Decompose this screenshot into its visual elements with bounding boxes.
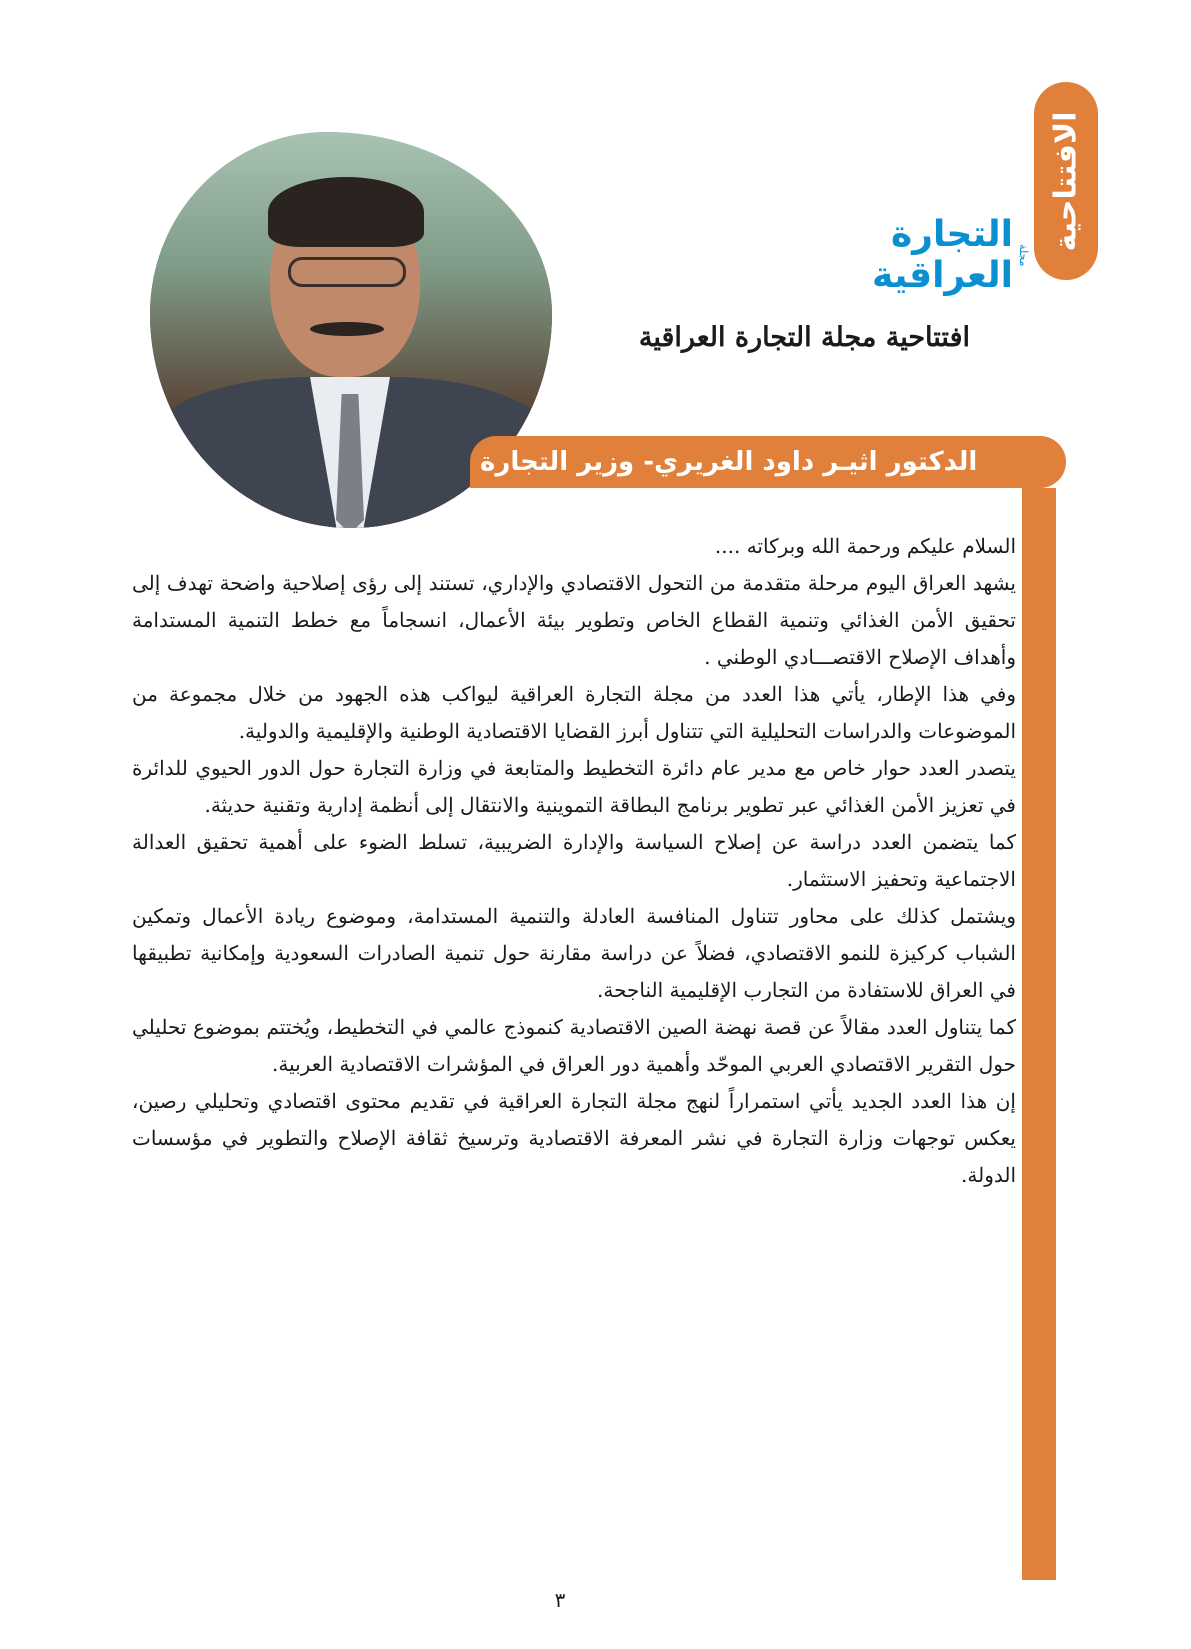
logo-main-text: التجارة العراقية — [871, 214, 1013, 296]
paragraph: كما يتضمن العدد دراسة عن إصلاح السياسة والإدارة الضريبية، تسلط الضوء على أهمية تحقيق العدالة الاجتماعية وتحفيز الاستثمار. — [132, 830, 1016, 891]
article-body — [132, 528, 1016, 1388]
magazine-logo — [790, 214, 1030, 296]
photo-mustache — [310, 322, 384, 336]
paragraph: يشهد العراق اليوم مرحلة متقدمة من التحول الاقتصادي والإداري، تستند إلى رؤى إصلاحية واضحة تهدف إلى تحقيق الأمن الغذائي وتنمية القطاع الخاص وتطوير بيئة الأعمال، انسجاماً مع خطط التنمية المستدامة وأهداف الإصلاح الاقتصـــادي الوطني . — [132, 571, 1016, 669]
paragraph: يتصدر العدد حوار خاص مع مدير عام دائرة التخطيط والمتابعة في وزارة التجارة حول الدور الحيوي للدائرة في تعزيز الأمن الغذائي عبر تطوير برنامج البطاقة التموينية والانتقال إلى أنظمة إدارية وتقنية حديثة. — [132, 756, 1016, 817]
paragraph: كما يتناول العدد مقالاً عن قصة نهضة الصين الاقتصادية كنموذج عالمي في التخطيط، ويُختتم بموضوع تحليلي حول التقرير الاقتصادي العربي الموحّد وأهمية دور العراق في المؤشرات الاقتصادية العربية. — [132, 1015, 1016, 1076]
paragraph: ويشتمل كذلك على محاور تتناول المنافسة العادلة والتنمية المستدامة، وموضوع ريادة الأعمال وتمكين الشباب كركيزة للنمو الاقتصادي، فضلاً عن دراسة مقارنة حول تنمية الصادرات السعودية وإمكانية تطبيقها في العراق للاستفادة من التجارب الإقليمية الناجحة. — [132, 904, 1016, 1002]
photo-glasses — [288, 257, 406, 287]
page-number: ٣ — [554, 1588, 566, 1612]
paragraph: السلام عليكم ورحمة الله وبركاته .... — [714, 534, 1016, 558]
author-banner-text: الدكتور اثيـر داود الغريري- وزير التجارة — [480, 447, 978, 477]
paragraph: إن هذا العدد الجديد يأتي استمراراً لنهج مجلة التجارة العراقية في تقديم محتوى اقتصادي وتحليلي رصين، يعكس توجهات وزارة التجارة في نشر المعرفة الاقتصادية وترسيخ ثقافة الإصلاح والتطوير في مؤسسات الدولة. — [132, 1089, 1016, 1187]
page-title: افتتاحية مجلة التجارة العراقية — [638, 322, 970, 353]
logo-small-text: مجلة — [1017, 243, 1030, 267]
side-accent-strip — [1022, 488, 1056, 1580]
side-tab-label: الافتتاحية — [1048, 110, 1084, 252]
paragraph: وفي هذا الإطار، يأتي هذا العدد من مجلة التجارة العراقية ليواكب هذه الجهود من خلال مجموعة من الموضوعات والدراسات التحليلية التي تتناول أبرز القضايا الاقتصادية الوطنية والإقليمية والدولية. — [132, 682, 1016, 743]
side-tab-label-wrap — [1034, 82, 1098, 280]
photo-hair — [268, 177, 424, 247]
